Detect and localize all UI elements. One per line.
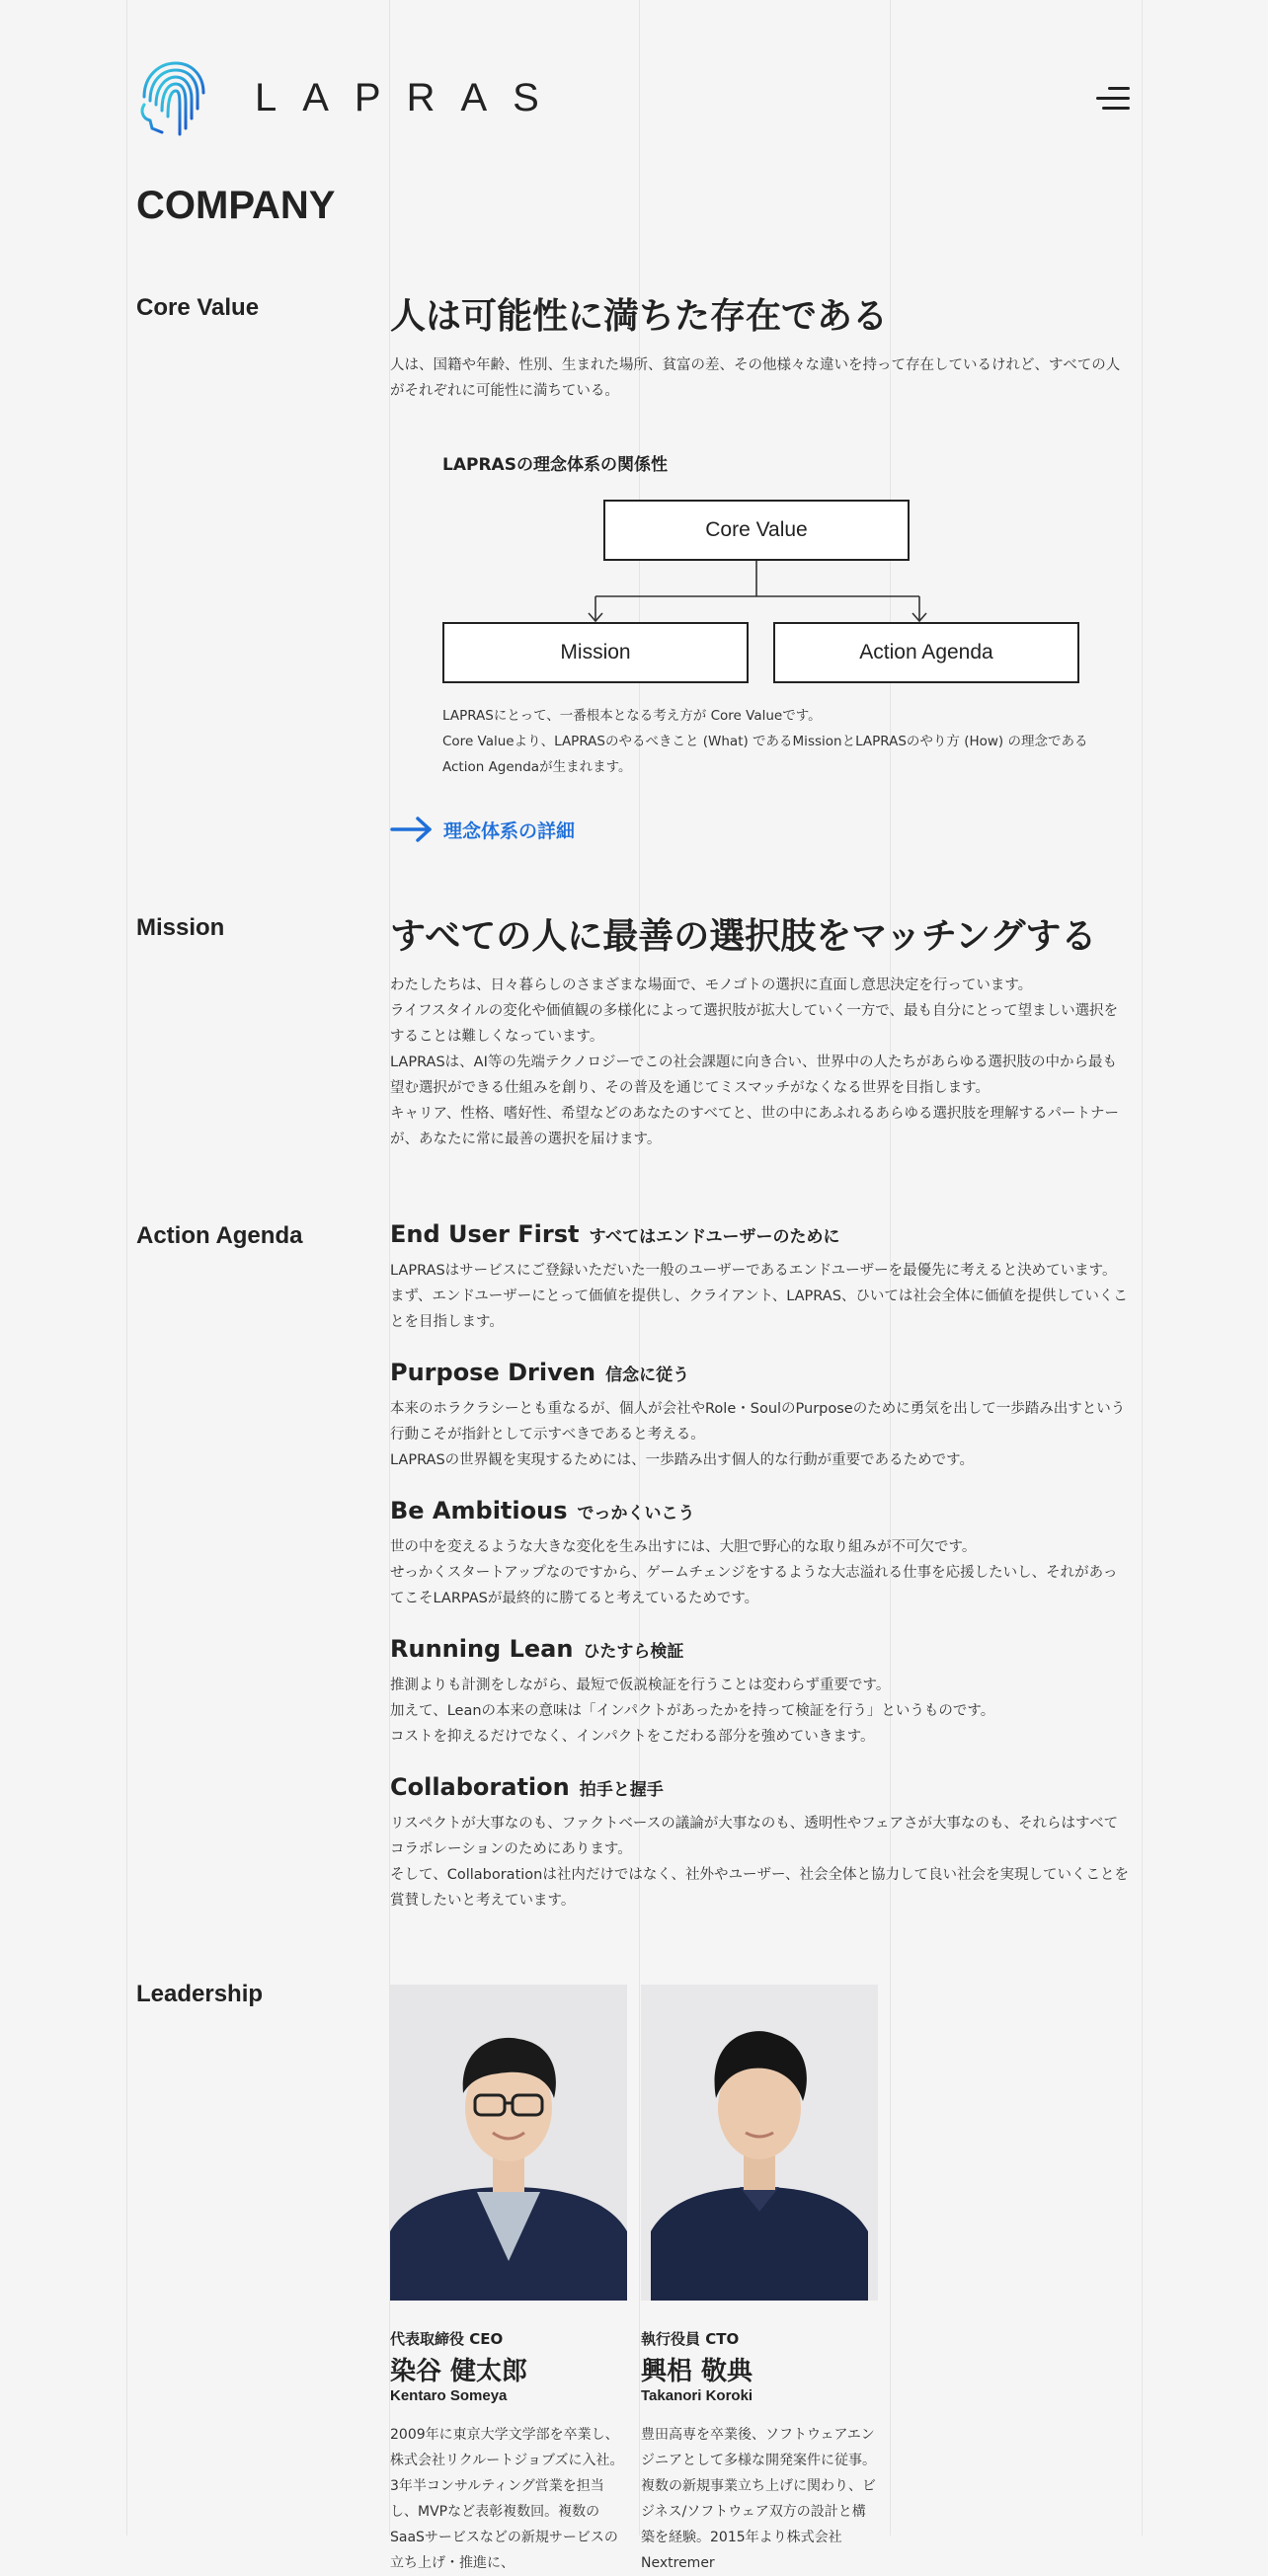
- agenda-item: [390, 1359, 1131, 1473]
- diagram-connectors: [442, 559, 1084, 624]
- agenda-line: コストを抑えるだけでなく、インパクトをこだわる部分を強めていきます。: [390, 1729, 875, 1745]
- agenda-body: [390, 1811, 1131, 1913]
- agenda-line: 加えて、Leanの本来の意味は「インパクトがあったかを持って検証を行う」というものです。: [390, 1703, 995, 1719]
- diagram-box-core-value: Core Value: [603, 500, 910, 561]
- leaders-list: [390, 1985, 878, 2576]
- diagram-box-mission: Mission: [442, 622, 749, 683]
- agenda-body: [390, 1396, 1131, 1473]
- agenda-heading: [390, 1635, 1131, 1663]
- page-title: COMPANY: [136, 184, 336, 227]
- leader-name: 興梠 敬典: [641, 2357, 753, 2386]
- agenda-title-jp: 信念に従う: [605, 1366, 690, 1385]
- agenda-heading: [390, 1220, 1131, 1248]
- agenda-heading: [390, 1773, 1131, 1801]
- logo[interactable]: [136, 57, 565, 138]
- agenda-line: リスペクトが大事なのも、ファクトベースの議論が大事なのも、透明性やフェアさが大事なのも、それらはすべてコラボレーションのためにあります。: [390, 1816, 1119, 1857]
- agenda-item: [390, 1497, 1131, 1611]
- leader-name: 染谷 健太郎: [390, 2357, 528, 2386]
- agenda-title-en: Purpose Driven: [390, 1359, 596, 1386]
- leader-photo-cto: [641, 1985, 878, 2301]
- agenda-title-en: End User First: [390, 1220, 580, 1248]
- leader-role: 執行役員 CTO: [641, 2330, 740, 2348]
- mission-paragraph: ライフスタイルの変化や価値観の多様化によって選択肢が拡大していく一方で、最も自分にとって望ましい選択をすることは難しくなっています。: [390, 1002, 1119, 1045]
- agenda-title-en: Running Lean: [390, 1635, 574, 1663]
- section-label-leadership: Leadership: [136, 1981, 264, 2007]
- leader-name-en: Takanori Koroki: [641, 2387, 753, 2404]
- leader-role: 代表取締役 CEO: [390, 2330, 504, 2348]
- agenda-item: [390, 1773, 1131, 1913]
- mission-heading: すべての人に最善の選択肢をマッチングする: [390, 916, 1097, 957]
- mission-body: [390, 973, 1131, 1152]
- diagram-note-line: LAPRASにとって、一番根本となる考え方が Core Valueです。: [442, 708, 822, 724]
- hamburger-icon: [1108, 87, 1130, 90]
- leader-bio: 2009年に東京大学文学部を卒業し、株式会社リクルートジョブズに入社。3年半コンサルティング営業を担当し、MVPなど表彰複数回。複数のSaaSサービスなどの新規サービスの立ち上げ・推進に、: [390, 2427, 624, 2571]
- agenda-line: 本来のホラクラシーとも重なるが、個人が会社やRole・SoulのPurposeのために勇気を出して一歩踏み出すという行動こそが指針として示すべきであると考える。: [390, 1401, 1126, 1443]
- hamburger-icon-line: [1102, 107, 1130, 110]
- leader-card[interactable]: [641, 1985, 878, 2576]
- agenda-item: [390, 1635, 1131, 1750]
- mission-paragraph: LAPRASは、AI等の先端テクノロジーでこの社会課題に向き合い、世界中の人たちがあらゆる選択肢の中から最も望む選択ができる仕組みを創り、その普及を通じてミスマッチがなくなる世界を目指します。: [390, 1054, 1118, 1096]
- philosophy-detail-link-label: 理念体系の詳細: [443, 820, 576, 842]
- diagram-note-line: Action Agendaが生まれます。: [442, 759, 632, 775]
- logo-text: LAPRAS: [255, 75, 565, 119]
- philosophy-detail-link[interactable]: [390, 816, 575, 843]
- leader-photo-ceo: [390, 1985, 627, 2301]
- agenda-line: 推測よりも計測をしながら、最短で仮説検証を行うことは変わらず重要です。: [390, 1678, 891, 1693]
- grid-line: [126, 0, 127, 2536]
- diagram-notes: [442, 703, 1114, 780]
- agenda-body: [390, 1258, 1131, 1335]
- mission-content: [390, 914, 1131, 1152]
- core-value-content: [390, 294, 1131, 404]
- section-label-mission: Mission: [136, 914, 225, 941]
- agenda-line: 世の中を変えるような大きな変化を生み出すには、大胆で野心的な取り組みが不可欠です。: [390, 1539, 977, 1555]
- agenda-body: [390, 1534, 1131, 1611]
- leader-name-en: Kentaro Someya: [390, 2387, 508, 2404]
- agenda-line: まず、エンドユーザーにとって価値を提供し、クライアント、LAPRAS、ひいては社会全体に価値を提供していくことを目指します。: [390, 1288, 1128, 1330]
- core-value-heading: 人は可能性に満ちた存在である: [390, 296, 889, 337]
- agenda-line: そして、Collaborationは社内だけではなく、社外やユーザー、社会全体と協力して良い社会を実現していくことを賞賛したいと考えています。: [390, 1867, 1129, 1909]
- agenda-heading: [390, 1359, 1131, 1386]
- agenda-title-jp: ひたすら検証: [583, 1642, 684, 1662]
- mission-paragraph: わたしたちは、日々暮らしのさまざまな場面で、モノゴトの選択に直面し意思決定を行っています。: [390, 976, 1033, 993]
- agenda-heading: [390, 1497, 1131, 1524]
- diagram-box-action-agenda: Action Agenda: [773, 622, 1079, 683]
- mission-paragraph: キャリア、性格、嗜好性、希望などのあなたのすべてと、世の中にあふれるあらゆる選択肢を理解するパートナーが、あなたに常に最善の選択を届けます。: [390, 1105, 1120, 1147]
- core-value-body: 人は、国籍や年齢、性別、生まれた場所、貧富の差、その他様々な違いを持って存在しているけれど、すべての人がそれぞれに可能性に満ちている。: [390, 356, 1121, 399]
- agenda-title-jp: でっかくいこう: [577, 1504, 695, 1523]
- grid-line: [1142, 0, 1143, 2536]
- agenda-title-jp: 拍手と握手: [579, 1780, 664, 1800]
- leader-bio: 豊田高専を卒業後、ソフトウェアエンジニアとして多様な開発案件に従事。複数の新規事業立ち上げに関わり、ビジネス/ソフトウェア双方の設計と構築を経験。2015年より株式会社Nextremer: [641, 2427, 876, 2571]
- agenda-line: せっかくスタートアップなのですから、ゲームチェンジをするような大志溢れる仕事を応援したいし、それがあってこそLARPASが最終的に勝てると考えているためです。: [390, 1565, 1118, 1606]
- agenda-item: [390, 1220, 1131, 1335]
- section-label-core-value: Core Value: [136, 294, 260, 321]
- action-agenda-content: [390, 1220, 1131, 1937]
- agenda-body: [390, 1673, 1131, 1750]
- agenda-title-jp: すべてはエンドユーザーのために: [589, 1227, 840, 1247]
- diagram-title: LAPRASの理念体系の関係性: [442, 455, 668, 475]
- agenda-line: LAPRASの世界観を実現するためには、一歩踏み出す個人的な行動が重要であるためです。: [390, 1452, 975, 1468]
- section-label-action-agenda: Action Agenda: [136, 1222, 303, 1249]
- hamburger-icon-line: [1096, 97, 1130, 100]
- leader-card[interactable]: [390, 1985, 627, 2576]
- hamburger-menu-button[interactable]: [1096, 87, 1130, 113]
- agenda-title-en: Collaboration: [390, 1773, 570, 1801]
- arrow-right-icon: [390, 816, 434, 843]
- agenda-title-en: Be Ambitious: [390, 1497, 568, 1524]
- diagram-note-line: Core Valueより、LAPRASのやるべきこと (What) であるMissionとLAPRASのやり方 (How) の理念である: [442, 734, 1088, 749]
- agenda-line: LAPRASはサービスにご登録いただいた一般のユーザーであるエンドユーザーを最優先に考えると決めています。: [390, 1263, 1117, 1279]
- fingerprint-logo-icon: [136, 57, 207, 138]
